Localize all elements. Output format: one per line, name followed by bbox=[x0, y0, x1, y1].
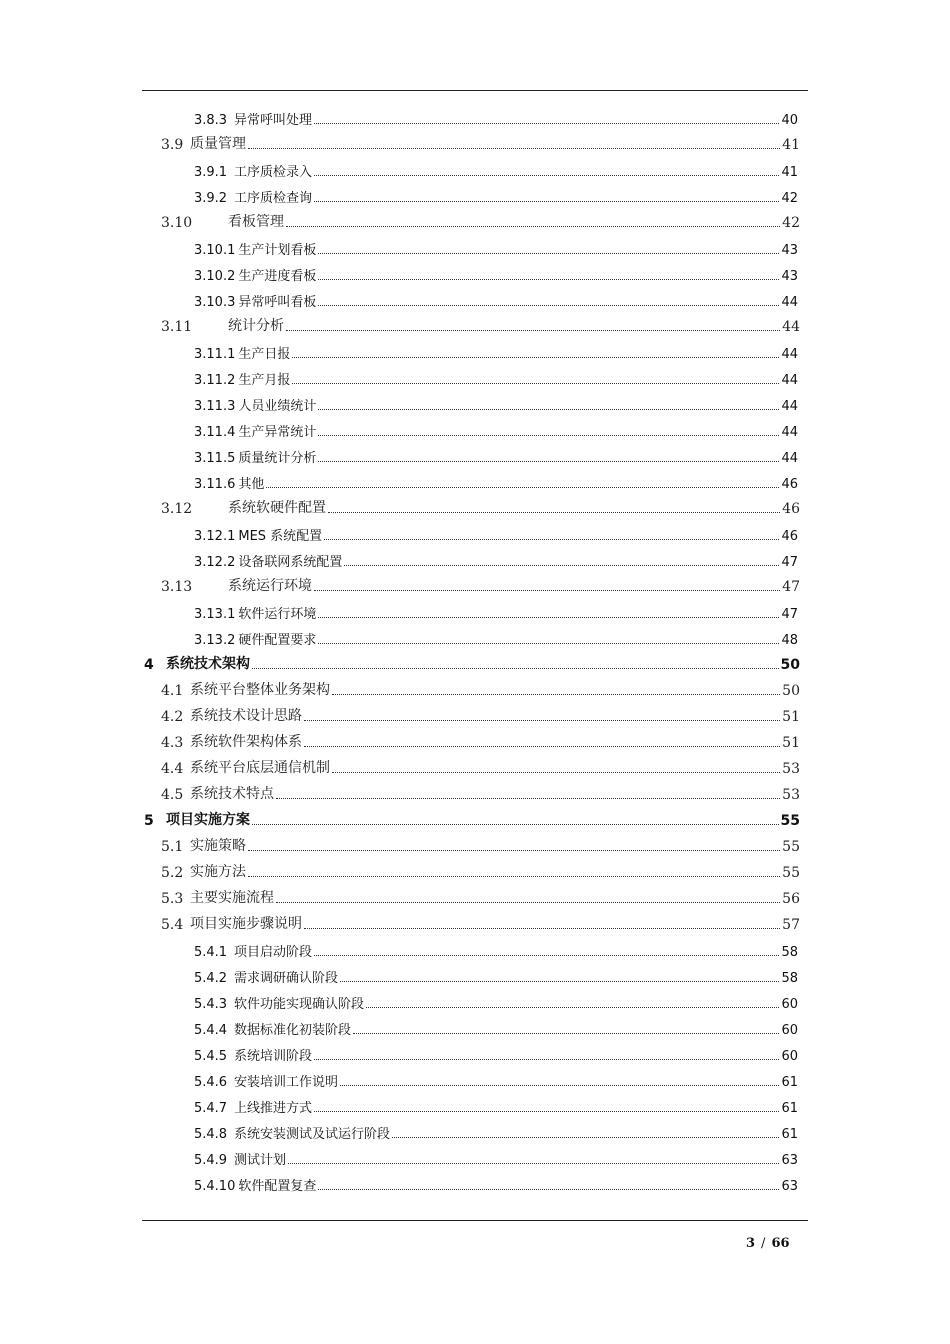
toc-entry-title: 安装培训工作说明 bbox=[234, 1075, 339, 1090]
toc-entry-number: 5.4.3 bbox=[194, 997, 228, 1012]
toc-entry-page: 42 bbox=[781, 191, 798, 206]
toc-entry-title: 系统软件架构体系 bbox=[190, 734, 302, 750]
toc-entry-number: 4.2 bbox=[161, 709, 184, 725]
toc-dot-leader bbox=[248, 148, 780, 149]
toc-entry[interactable] bbox=[194, 344, 798, 362]
toc-entry-page: 61 bbox=[781, 1101, 798, 1116]
toc-entry[interactable] bbox=[194, 370, 798, 388]
toc-entry[interactable] bbox=[161, 705, 800, 725]
toc-entry-number: 5.4.9 bbox=[194, 1153, 228, 1168]
toc-entry-number: 4.3 bbox=[161, 735, 184, 751]
toc-dot-leader bbox=[318, 435, 779, 436]
toc-entry[interactable] bbox=[194, 630, 798, 648]
toc-entry[interactable] bbox=[194, 1150, 798, 1168]
toc-entry-title: 软件配置复查 bbox=[238, 1179, 317, 1194]
toc-entry-page: 55 bbox=[780, 813, 800, 829]
toc-entry-number: 3.13.2 bbox=[194, 633, 236, 648]
toc-entry-title: 项目实施步骤说明 bbox=[190, 916, 302, 932]
toc-entry-title: 系统安装测试及试运行阶段 bbox=[234, 1127, 391, 1142]
toc-entry-page: 44 bbox=[782, 319, 800, 335]
toc-entry-page: 43 bbox=[781, 269, 798, 284]
toc-entry-page: 53 bbox=[782, 761, 800, 777]
toc-entry[interactable] bbox=[194, 1020, 798, 1038]
toc-entry-page: 55 bbox=[782, 865, 800, 881]
toc-entry-number: 5 bbox=[144, 813, 154, 829]
toc-entry[interactable] bbox=[161, 133, 800, 153]
toc-entry-title: 统计分析 bbox=[228, 318, 284, 334]
toc-entry-page: 50 bbox=[782, 683, 800, 699]
toc-entry-number: 5.4.5 bbox=[194, 1049, 228, 1064]
toc-entry-number: 5.1 bbox=[161, 839, 184, 855]
toc-entry[interactable] bbox=[194, 448, 798, 466]
toc-entry-title: 系统技术架构 bbox=[166, 656, 250, 672]
toc-entry-page: 55 bbox=[782, 839, 800, 855]
toc-entry[interactable] bbox=[161, 211, 800, 231]
toc-dot-leader bbox=[286, 330, 780, 331]
toc-entry[interactable] bbox=[161, 887, 800, 907]
toc-entry[interactable] bbox=[194, 604, 798, 622]
toc-entry-page: 57 bbox=[782, 917, 800, 933]
toc-entry[interactable] bbox=[194, 422, 798, 440]
toc-entry[interactable] bbox=[144, 653, 800, 673]
toc-entry-number: 3.11.5 bbox=[194, 451, 236, 466]
toc-entry-title: 工序质检查询 bbox=[234, 191, 313, 206]
toc-entry-page: 44 bbox=[781, 451, 798, 466]
toc-entry-page: 44 bbox=[781, 399, 798, 414]
toc-entry-page: 46 bbox=[782, 501, 800, 517]
total-page-count: 66 bbox=[771, 1236, 790, 1251]
toc-entry-number: 3.9 bbox=[161, 137, 184, 153]
toc-entry-number: 3.11.4 bbox=[194, 425, 236, 440]
toc-entry-page: 50 bbox=[780, 657, 800, 673]
toc-entry-page: 58 bbox=[781, 945, 798, 960]
toc-entry-title: 质量管理 bbox=[190, 136, 246, 152]
toc-dot-leader bbox=[304, 928, 780, 929]
toc-entry-title: 硬件配置要求 bbox=[238, 633, 317, 648]
toc-entry-title: 数据标准化初装阶段 bbox=[234, 1023, 352, 1038]
toc-dot-leader bbox=[318, 643, 779, 644]
toc-dot-leader bbox=[318, 279, 779, 280]
toc-entry[interactable] bbox=[194, 1176, 798, 1194]
toc-entry-title: 质量统计分析 bbox=[238, 451, 317, 466]
toc-entry[interactable] bbox=[194, 188, 798, 206]
toc-entry-page: 44 bbox=[781, 373, 798, 388]
toc-entry[interactable] bbox=[161, 757, 800, 777]
footer-rule bbox=[142, 1220, 808, 1221]
toc-dot-leader bbox=[252, 668, 779, 669]
toc-entry[interactable] bbox=[194, 526, 798, 544]
toc-entry-title: 生产异常统计 bbox=[238, 425, 317, 440]
toc-entry-number: 4.1 bbox=[161, 683, 184, 699]
toc-dot-leader bbox=[292, 357, 779, 358]
toc-entry-number: 3.9.2 bbox=[194, 191, 228, 206]
toc-entry-page: 48 bbox=[781, 633, 798, 648]
toc-entry-page: 40 bbox=[781, 113, 798, 128]
toc-entry-page: 43 bbox=[781, 243, 798, 258]
toc-entry-page: 47 bbox=[781, 607, 798, 622]
toc-entry[interactable] bbox=[161, 679, 800, 699]
toc-entry[interactable] bbox=[194, 266, 798, 284]
toc-dot-leader bbox=[318, 617, 779, 618]
toc-entry-page: 47 bbox=[782, 579, 800, 595]
toc-entry-title: 系统技术设计思路 bbox=[190, 708, 302, 724]
toc-entry-number: 5.4.7 bbox=[194, 1101, 228, 1116]
toc-entry-page: 46 bbox=[781, 529, 798, 544]
toc-dot-leader bbox=[266, 487, 779, 488]
toc-entry-number: 5.4.10 bbox=[194, 1179, 236, 1194]
toc-dot-leader bbox=[392, 1137, 779, 1138]
toc-entry-page: 42 bbox=[782, 215, 800, 231]
toc-entry-number: 4.4 bbox=[161, 761, 184, 777]
toc-entry-page: 44 bbox=[781, 425, 798, 440]
toc-entry[interactable] bbox=[161, 731, 800, 751]
toc-entry-title: 生产日报 bbox=[238, 347, 291, 362]
toc-entry-title: 人员业绩统计 bbox=[238, 399, 317, 414]
toc-entry-page: 56 bbox=[782, 891, 800, 907]
toc-dot-leader bbox=[318, 461, 779, 462]
toc-entry-number: 3.10.1 bbox=[194, 243, 236, 258]
toc-entry-number: 3.11.6 bbox=[194, 477, 236, 492]
toc-dot-leader bbox=[304, 746, 780, 747]
page-separator: / bbox=[761, 1236, 766, 1251]
toc-entry-title: 实施策略 bbox=[190, 838, 246, 854]
toc-dot-leader bbox=[324, 539, 779, 540]
toc-dot-leader bbox=[314, 123, 779, 124]
toc-entry-page: 63 bbox=[781, 1179, 798, 1194]
toc-entry-number: 5.4.8 bbox=[194, 1127, 228, 1142]
toc-entry-number: 5.4.2 bbox=[194, 971, 228, 986]
toc-entry-page: 44 bbox=[781, 347, 798, 362]
toc-entry-number: 3.12.2 bbox=[194, 555, 236, 570]
toc-entry-title: 生产进度看板 bbox=[238, 269, 317, 284]
toc-entry[interactable] bbox=[194, 552, 798, 570]
toc-entry-title: 上线推进方式 bbox=[234, 1101, 313, 1116]
toc-entry-number: 3.11.3 bbox=[194, 399, 236, 414]
toc-entry-number: 4.5 bbox=[161, 787, 184, 803]
toc-entry[interactable] bbox=[194, 474, 798, 492]
toc-entry-title: 实施方法 bbox=[190, 864, 246, 880]
toc-entry-number: 3.11.2 bbox=[194, 373, 236, 388]
toc-entry[interactable] bbox=[161, 783, 800, 803]
toc-dot-leader bbox=[318, 409, 779, 410]
toc-entry-title: 系统平台整体业务架构 bbox=[190, 682, 330, 698]
toc-dot-leader bbox=[292, 383, 779, 384]
toc-dot-leader bbox=[318, 253, 779, 254]
page-footer bbox=[746, 1236, 790, 1251]
toc-entry-number: 3.12 bbox=[161, 501, 193, 517]
toc-entry-title: 看板管理 bbox=[228, 214, 284, 230]
toc-entry-number: 3.8.3 bbox=[194, 113, 228, 128]
toc-entry-number: 3.10 bbox=[161, 215, 193, 231]
toc-entry-title: 系统平台底层通信机制 bbox=[190, 760, 330, 776]
toc-entry[interactable] bbox=[194, 110, 798, 128]
toc-dot-leader bbox=[328, 512, 780, 513]
toc-entry[interactable] bbox=[194, 994, 798, 1012]
toc-dot-leader bbox=[288, 1163, 779, 1164]
toc-dot-leader bbox=[340, 981, 779, 982]
toc-entry-title: 项目启动阶段 bbox=[234, 945, 313, 960]
toc-dot-leader bbox=[276, 798, 780, 799]
toc-entry-title: 生产计划看板 bbox=[238, 243, 317, 258]
toc-dot-leader bbox=[353, 1033, 779, 1034]
toc-entry-page: 60 bbox=[781, 1023, 798, 1038]
toc-dot-leader bbox=[318, 305, 779, 306]
toc-dot-leader bbox=[248, 876, 780, 877]
toc-entry-title: MES 系统配置 bbox=[238, 529, 323, 544]
toc-entry[interactable] bbox=[194, 1124, 798, 1142]
toc-dot-leader bbox=[314, 955, 779, 956]
toc-entry-number: 4 bbox=[144, 657, 154, 673]
toc-entry-number: 3.9.1 bbox=[194, 165, 228, 180]
toc-entry-page: 51 bbox=[782, 709, 800, 725]
toc-entry[interactable] bbox=[194, 162, 798, 180]
toc-entry[interactable] bbox=[194, 1046, 798, 1064]
toc-entry-number: 5.2 bbox=[161, 865, 184, 881]
toc-entry-number: 3.11 bbox=[161, 319, 193, 335]
toc-entry[interactable] bbox=[194, 292, 798, 310]
toc-entry[interactable] bbox=[144, 809, 800, 829]
toc-entry-page: 60 bbox=[781, 997, 798, 1012]
toc-entry-title: 设备联网系统配置 bbox=[238, 555, 343, 570]
toc-entry-page: 60 bbox=[781, 1049, 798, 1064]
toc-dot-leader bbox=[248, 850, 780, 851]
toc-entry-page: 61 bbox=[781, 1127, 798, 1142]
toc-dot-leader bbox=[366, 1007, 779, 1008]
toc-entry-page: 53 bbox=[782, 787, 800, 803]
toc-entry-page: 44 bbox=[781, 295, 798, 310]
toc-entry[interactable] bbox=[194, 1098, 798, 1116]
toc-entry-title: 项目实施方案 bbox=[166, 812, 250, 828]
toc-entry[interactable] bbox=[194, 968, 798, 986]
toc-dot-leader bbox=[286, 226, 780, 227]
toc-entry[interactable] bbox=[194, 942, 798, 960]
toc-dot-leader bbox=[276, 902, 780, 903]
toc-entry-number: 5.4.6 bbox=[194, 1075, 228, 1090]
toc-entry-title: 生产月报 bbox=[238, 373, 291, 388]
toc-entry-title: 工序质检录入 bbox=[234, 165, 313, 180]
toc-entry-title: 系统运行环境 bbox=[228, 578, 312, 594]
toc-entry-page: 58 bbox=[781, 971, 798, 986]
toc-entry-page: 51 bbox=[782, 735, 800, 751]
toc-dot-leader bbox=[340, 1085, 779, 1086]
toc-entry-title: 系统培训阶段 bbox=[234, 1049, 313, 1064]
toc-entry[interactable] bbox=[161, 497, 800, 517]
toc-entry-page: 47 bbox=[781, 555, 798, 570]
toc-dot-leader bbox=[314, 1059, 779, 1060]
toc-entry-title: 其他 bbox=[238, 477, 265, 492]
toc-entry-number: 3.12.1 bbox=[194, 529, 236, 544]
toc-entry-page: 41 bbox=[781, 165, 798, 180]
toc-entry-number: 5.3 bbox=[161, 891, 184, 907]
toc-entry-title: 异常呼叫看板 bbox=[238, 295, 317, 310]
toc-entry-number: 3.13.1 bbox=[194, 607, 236, 622]
toc-dot-leader bbox=[332, 772, 780, 773]
toc-entry-title: 测试计划 bbox=[234, 1153, 287, 1168]
toc-entry-title: 系统技术特点 bbox=[190, 786, 274, 802]
toc-dot-leader bbox=[314, 590, 780, 591]
toc-entry-title: 主要实施流程 bbox=[190, 890, 274, 906]
toc-dot-leader bbox=[314, 201, 779, 202]
toc-entry-title: 异常呼叫处理 bbox=[234, 113, 313, 128]
toc-entry-title: 软件功能实现确认阶段 bbox=[234, 997, 365, 1012]
toc-entry[interactable] bbox=[194, 1072, 798, 1090]
toc-entry-page: 63 bbox=[781, 1153, 798, 1168]
toc-entry-number: 5.4.4 bbox=[194, 1023, 228, 1038]
current-page-number: 3 bbox=[746, 1236, 756, 1251]
toc-entry[interactable] bbox=[161, 575, 800, 595]
toc-entry[interactable] bbox=[194, 240, 798, 258]
toc-dot-leader bbox=[344, 565, 779, 566]
toc-entry-number: 5.4 bbox=[161, 917, 184, 933]
toc-entry-page: 41 bbox=[782, 137, 800, 153]
toc-entry-title: 软件运行环境 bbox=[238, 607, 317, 622]
toc-entry-number: 3.13 bbox=[161, 579, 193, 595]
toc-entry-number: 3.11.1 bbox=[194, 347, 236, 362]
toc-entry-page: 61 bbox=[781, 1075, 798, 1090]
toc-dot-leader bbox=[314, 175, 779, 176]
toc-entry[interactable] bbox=[161, 861, 800, 881]
toc-entry[interactable] bbox=[161, 315, 800, 335]
toc-dot-leader bbox=[314, 1111, 779, 1112]
toc-entry[interactable] bbox=[194, 396, 798, 414]
toc-dot-leader bbox=[318, 1189, 779, 1190]
toc-entry-number: 5.4.1 bbox=[194, 945, 228, 960]
toc-entry[interactable] bbox=[161, 835, 800, 855]
toc-entry-title: 需求调研确认阶段 bbox=[234, 971, 339, 986]
toc-entry-title: 系统软硬件配置 bbox=[228, 500, 326, 516]
toc-entry-number: 3.10.3 bbox=[194, 295, 236, 310]
toc-dot-leader bbox=[252, 824, 779, 825]
toc-entry-page: 46 bbox=[781, 477, 798, 492]
toc-dot-leader bbox=[332, 694, 780, 695]
toc-entry-number: 3.10.2 bbox=[194, 269, 236, 284]
toc-dot-leader bbox=[304, 720, 780, 721]
toc-entry[interactable] bbox=[161, 913, 800, 933]
